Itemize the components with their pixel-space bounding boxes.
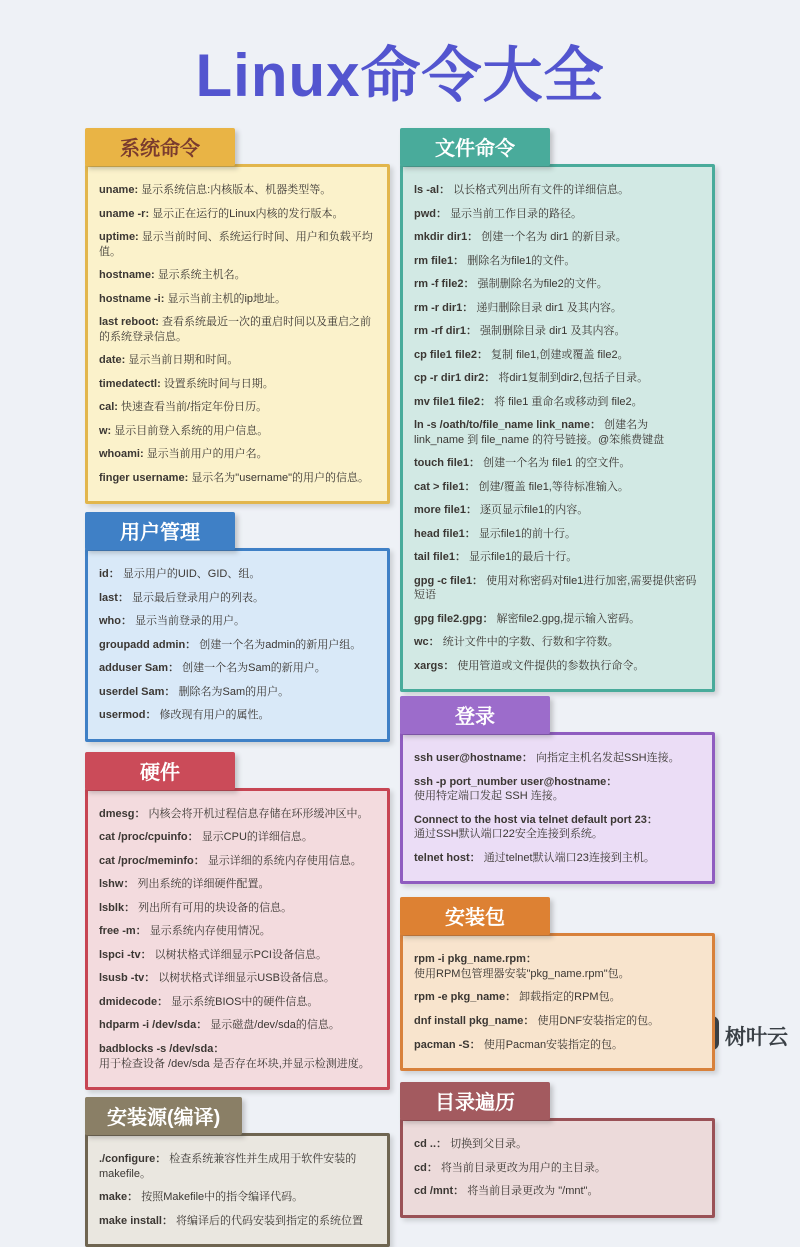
command-item [414, 348, 701, 363]
command-description: 显示详细的系统内存使用信息。 [207, 854, 362, 867]
section-tab-label: 安装包 [445, 907, 505, 930]
command-name: dmidecode： [99, 995, 169, 1008]
command-description: 显示当前用户的用户名。 [146, 448, 268, 461]
command-item [414, 324, 701, 339]
command-item [99, 971, 376, 986]
command-description: 将编译后的代码安装到指定的系统位置 [176, 1214, 364, 1227]
command-description: 显示最后登录用户的列表。 [132, 591, 265, 604]
command-description: 强制删除名为file2的文件。 [477, 278, 608, 291]
command-description: 显示系统信息:内核版本、机器类型等。 [141, 184, 332, 196]
command-item [414, 480, 701, 495]
command-description: 显示用户的UID、GID、组。 [122, 568, 261, 581]
command-name: date: [99, 354, 126, 367]
command-description: 解密file2.gpg,提示输入密码。 [496, 612, 641, 625]
command-description: 创建一个名为Sam的新用户。 [182, 662, 326, 675]
command-description: 创建名为 link_name 到 file_name 的符号链接。@笨熊费键盘 [414, 419, 665, 446]
command-description: 以树状格式详细显示PCI设备信息。 [154, 948, 327, 961]
command-name: dnf install pkg_name： [414, 1014, 535, 1027]
section-tab [85, 128, 235, 166]
command-description: 将 file1 重命名或移动到 file2。 [494, 395, 643, 408]
section-tab [400, 1082, 550, 1120]
section-install-source [85, 1097, 390, 1247]
command-name: uname: [99, 184, 139, 196]
command-item [414, 659, 701, 674]
command-name: cd： [414, 1161, 438, 1174]
command-item [414, 775, 701, 804]
command-name: w: [99, 424, 112, 437]
command-name: rpm -e pkg_name： [414, 991, 517, 1004]
command-name: cp file1 file2： [414, 348, 488, 361]
command-name: adduser Sam： [99, 662, 180, 675]
command-description: 显示磁盘/dev/sda的信息。 [210, 1019, 340, 1032]
command-item [414, 612, 701, 627]
section-body [400, 1118, 715, 1218]
command-name: cd /mnt： [414, 1185, 465, 1198]
command-name: cat /proc/cpuinfo： [99, 831, 199, 844]
command-item [414, 751, 701, 766]
command-item [414, 813, 701, 842]
command-name: whoami: [99, 448, 144, 461]
command-name: hdparm -i /dev/sda： [99, 1019, 208, 1032]
command-item [414, 574, 701, 603]
section-body [85, 1133, 390, 1247]
command-name: Connect to the host via telnet default port 23： [414, 813, 658, 826]
command-name: pwd： [414, 207, 447, 220]
command-item [99, 807, 376, 822]
command-description: 使用管道或文件提供的参数执行命令。 [457, 659, 645, 672]
command-item [414, 277, 701, 292]
command-item [99, 661, 376, 676]
command-item [414, 371, 701, 386]
command-item [99, 183, 376, 198]
command-item [99, 447, 376, 462]
section-system-commands [85, 128, 390, 504]
command-name: hostname: [99, 269, 155, 282]
section-tab [400, 128, 550, 166]
section-tab-label: 硬件 [140, 761, 180, 784]
command-description: 将当前目录更改为 "/mnt"。 [467, 1185, 599, 1198]
command-name: rm -r dir1： [414, 301, 474, 314]
command-name: head file1： [414, 527, 476, 540]
command-description: 逐页显示file1的内容。 [480, 504, 589, 517]
command-name: cp -r dir1 dir2： [414, 372, 496, 385]
command-name: groupadd admin： [99, 638, 197, 651]
section-body [85, 164, 390, 504]
command-description: 复制 file1,创建或覆盖 file2。 [491, 348, 629, 361]
command-item [99, 315, 376, 344]
command-item [99, 353, 376, 368]
column-right [400, 128, 715, 1218]
command-description: 向指定主机名发起SSH连接。 [536, 752, 680, 765]
section-tab-label: 安装源(编译) [107, 1107, 221, 1130]
command-item [99, 614, 376, 629]
section-tab-label: 用户管理 [120, 522, 200, 545]
command-name: badblocks -s /dev/sda： [99, 1042, 225, 1055]
section-tab-label: 系统命令 [120, 138, 200, 160]
section-tab [400, 696, 550, 734]
command-description: 切换到父目录。 [450, 1138, 528, 1151]
command-name: ssh user@hostname： [414, 752, 533, 765]
command-description: 使用DNF安装指定的包。 [537, 1014, 660, 1027]
command-name: cat /proc/meminfo： [99, 854, 205, 867]
command-description: 显示file1的前十行。 [478, 527, 576, 540]
command-item [414, 550, 701, 565]
command-item [99, 377, 376, 392]
section-user-management [85, 512, 390, 742]
section-tab [85, 752, 235, 790]
command-description: 创建一个名为 file1 的空文件。 [483, 457, 631, 470]
command-item [99, 207, 376, 222]
command-description: 显示CPU的详细信息。 [201, 831, 313, 844]
command-name: lsusb -tv： [99, 972, 156, 985]
command-item [99, 471, 376, 486]
command-description: 显示系统内存使用情况。 [149, 925, 271, 938]
section-body [400, 732, 715, 884]
command-item [99, 591, 376, 606]
section-file-commands [400, 128, 715, 692]
command-item [414, 851, 701, 866]
content-columns [85, 128, 715, 1247]
command-item [414, 1038, 701, 1053]
command-item [414, 418, 701, 447]
command-description: 检查系统兼容性并生成用于软件安装的makefile。 [99, 1153, 357, 1180]
command-item [414, 527, 701, 542]
command-description: 修改现有用户的属性。 [159, 709, 270, 722]
command-name: ls -al： [414, 184, 451, 196]
command-name: finger username: [99, 471, 189, 484]
command-item [99, 638, 376, 653]
command-name: last reboot: [99, 316, 159, 329]
command-name: ./configure： [99, 1153, 167, 1166]
command-name: more file1： [414, 504, 477, 517]
command-item [414, 1184, 701, 1199]
command-description: 删除名为Sam的用户。 [178, 685, 290, 698]
command-description: 显示当前工作目录的路径。 [450, 207, 583, 220]
section-login [400, 696, 715, 884]
command-name: mkdir dir1： [414, 231, 479, 244]
command-item [414, 503, 701, 518]
command-name: gpg -c file1： [414, 574, 484, 587]
command-name: make install： [99, 1214, 173, 1227]
command-description: 强制删除目录 dir1 及其内容。 [480, 325, 626, 338]
command-name: rm -rf dir1： [414, 325, 477, 338]
command-item [414, 207, 701, 222]
command-description: 使用RPM包管理器安装"pkg_name.rpm"包。 [414, 967, 630, 980]
command-description: 查看系统最近一次的重启时间以及重启之前的系统登录信息。 [99, 316, 371, 343]
command-description: 显示当前登录的用户。 [135, 615, 246, 628]
command-description: 显示file1的最后十行。 [469, 551, 578, 564]
command-item [99, 268, 376, 283]
command-name: lshw： [99, 878, 135, 891]
command-description: 使用对称密码对file1进行加密,需要提供密码短语 [414, 574, 697, 602]
section-hardware [85, 752, 390, 1090]
section-tab-label: 目录遍历 [435, 1092, 515, 1115]
command-item [99, 854, 376, 869]
command-name: xargs： [414, 659, 455, 672]
section-tab-label: 文件命令 [435, 138, 515, 160]
command-description: 显示当前时间、系统运行时间、用户和负载平均值。 [99, 231, 373, 258]
command-item [99, 1190, 376, 1205]
command-name: lspci -tv： [99, 948, 152, 961]
command-item [99, 995, 376, 1010]
command-item [414, 301, 701, 316]
command-description: 以树状格式详细显示USB设备信息。 [158, 972, 335, 985]
command-description: 使用Pacman安装指定的包。 [483, 1038, 624, 1051]
command-description: 列出系统的详细硬件配置。 [137, 878, 270, 891]
section-tab [85, 1097, 242, 1135]
command-item [99, 230, 376, 259]
command-description: 显示系统BIOS中的硬件信息。 [171, 995, 319, 1008]
command-name: gpg file2.gpg： [414, 612, 494, 625]
command-item [99, 567, 376, 582]
command-name: cat > file1： [414, 480, 476, 493]
command-description: 显示正在运行的Linux内核的发行版本。 [152, 207, 344, 220]
command-item [414, 183, 701, 198]
command-name: telnet host： [414, 851, 481, 864]
command-description: 创建一个名为admin的新用户组。 [199, 638, 362, 651]
command-name: timedatectl: [99, 377, 161, 390]
command-description: 使用特定端口发起 SSH 连接。 [414, 790, 564, 803]
command-name: rm file1： [414, 254, 465, 267]
command-item [99, 1214, 376, 1229]
command-item [99, 901, 376, 916]
command-item [414, 230, 701, 245]
command-item [414, 635, 701, 650]
command-item [99, 877, 376, 892]
watermark-label: 树叶云 [725, 1025, 788, 1049]
command-name: cd ..： [414, 1138, 448, 1151]
command-description: 内核会将开机过程信息存储在环形缓冲区中。 [148, 807, 369, 820]
command-name: mv file1 file2： [414, 395, 492, 408]
command-item [414, 1161, 701, 1176]
command-name: last： [99, 591, 129, 604]
command-name: make： [99, 1191, 139, 1204]
command-description: 显示目前登入系统的用户信息。 [114, 424, 269, 437]
command-description: 将dir1复制到dir2,包括子目录。 [498, 372, 649, 385]
command-description: 递归删除目录 dir1 及其内容。 [476, 301, 622, 314]
command-item [99, 292, 376, 307]
command-item [99, 924, 376, 939]
command-description: 以长格式列出所有文件的详细信息。 [453, 184, 630, 196]
command-item [99, 424, 376, 439]
command-description: 按照Makefile中的指令编译代码。 [141, 1191, 304, 1204]
command-name: wc： [414, 636, 440, 649]
section-body [400, 933, 715, 1071]
section-body [400, 164, 715, 692]
section-tab-label: 登录 [455, 706, 495, 729]
command-description: 显示当前主机的ip地址。 [167, 292, 287, 305]
command-description: 卸载指定的RPM包。 [519, 991, 621, 1004]
command-name: who： [99, 615, 132, 628]
command-item [414, 456, 701, 471]
command-name: usermod： [99, 709, 157, 722]
command-description: 列出所有可用的块设备的信息。 [138, 901, 293, 914]
command-item [99, 1152, 376, 1181]
command-name: hostname -i: [99, 292, 165, 305]
column-left [85, 128, 390, 1247]
section-body [85, 548, 390, 742]
command-name: dmesg： [99, 807, 146, 820]
command-item [414, 395, 701, 410]
command-item [99, 948, 376, 963]
page-title: Linux命令大全 [195, 42, 605, 109]
command-name: tail file1： [414, 551, 466, 564]
command-name: lsblk： [99, 901, 136, 914]
command-description: 创建一个名为 dir1 的新目录。 [481, 231, 627, 244]
command-item [99, 400, 376, 415]
command-description: 统计文件中的字数、行数和字符数。 [442, 636, 619, 649]
command-name: free -m： [99, 925, 147, 938]
command-name: touch file1： [414, 457, 481, 470]
command-item [99, 830, 376, 845]
command-item [414, 1014, 701, 1029]
command-name: ln -s /oath/to/file_name link_name： [414, 419, 602, 432]
command-description: 创建/覆盖 file1,等待标准输入。 [478, 480, 629, 493]
command-name: uptime: [99, 231, 139, 244]
command-description: 用于检查设备 /dev/sda 是否存在坏块,并显示检测进度。 [99, 1057, 370, 1070]
command-description: 删除名为file1的文件。 [467, 254, 576, 267]
command-name: rm -f file2： [414, 278, 475, 291]
command-item [414, 952, 701, 981]
section-install-packages [400, 897, 715, 1071]
command-description: 显示名为"username"的用户的信息。 [191, 471, 370, 484]
command-item [414, 990, 701, 1005]
command-item [99, 1018, 376, 1033]
command-name: id： [99, 568, 120, 581]
command-name: cal: [99, 401, 118, 414]
section-tab [400, 897, 550, 935]
section-body [85, 788, 390, 1090]
command-item [99, 708, 376, 723]
section-directory-traversal [400, 1082, 715, 1218]
command-item [414, 1137, 701, 1152]
command-name: userdel Sam： [99, 685, 176, 698]
command-description: 显示系统主机名。 [157, 269, 246, 282]
command-item [414, 254, 701, 269]
command-item [99, 685, 376, 700]
command-description: 设置系统时间与日期。 [163, 377, 274, 390]
command-name: rpm -i pkg_name.rpm： [414, 953, 537, 966]
command-description: 通过SSH默认端口22安全连接到系统。 [414, 828, 603, 841]
command-description: 将当前目录更改为用户的主目录。 [440, 1161, 606, 1174]
command-description: 通过telnet默认端口23连接到主机。 [483, 851, 655, 864]
command-description: 快速查看当前/指定年份日历。 [121, 401, 268, 414]
command-name: pacman -S： [414, 1038, 481, 1051]
command-name: uname -r: [99, 207, 150, 220]
command-description: 显示当前日期和时间。 [128, 354, 239, 367]
command-name: ssh -p port_number user@hostname： [414, 775, 618, 788]
section-tab [85, 512, 235, 550]
